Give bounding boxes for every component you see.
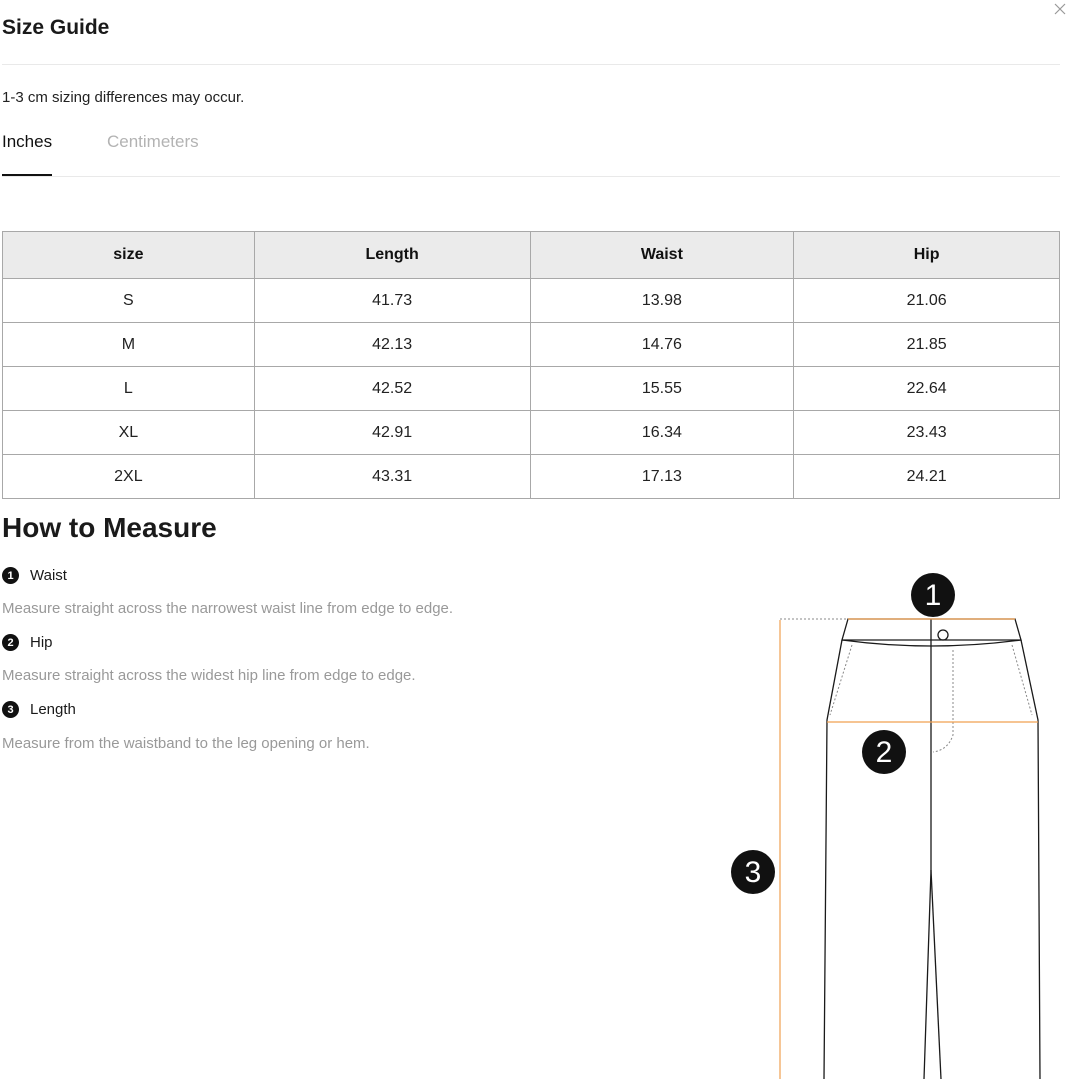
divider: [2, 64, 1060, 65]
unit-tabs: [2, 132, 1060, 177]
measure-label: Waist: [30, 567, 67, 584]
header-hip: Hip: [794, 232, 1060, 279]
number-2-icon: 2: [2, 634, 19, 651]
svg-text:1: 1: [924, 579, 942, 612]
cell-waist: 13.98: [530, 279, 794, 323]
cell-length: 42.52: [254, 367, 530, 411]
measure-item-length: [2, 701, 76, 718]
number-1-icon: 1: [2, 567, 19, 584]
cell-size: XL: [3, 411, 255, 455]
modal-title: Size Guide: [2, 16, 110, 39]
cell-length: 42.91: [254, 411, 530, 455]
table-row: [3, 411, 1060, 455]
cell-waist: 16.34: [530, 411, 794, 455]
cell-hip: 21.06: [794, 279, 1060, 323]
header-length: Length: [254, 232, 530, 279]
measure-label: Hip: [30, 634, 53, 651]
header-waist: Waist: [530, 232, 794, 279]
cell-hip: 21.85: [794, 323, 1060, 367]
table-row: [3, 455, 1060, 499]
cell-waist: 17.13: [530, 455, 794, 499]
close-icon[interactable]: [1051, 0, 1069, 18]
marker-1: [911, 573, 955, 617]
table-header-row: [3, 232, 1060, 279]
size-table: [2, 231, 1060, 499]
how-to-measure-title: How to Measure: [2, 512, 217, 543]
number-3-icon: 3: [2, 701, 19, 718]
tab-inches[interactable]: Inches: [2, 132, 52, 175]
marker-2: [862, 730, 906, 774]
header-size: size: [3, 232, 255, 279]
measure-desc-length: Measure from the waistband to the leg opening or hem.: [2, 735, 370, 752]
sizing-note: 1-3 cm sizing differences may occur.: [2, 89, 245, 106]
cell-hip: 24.21: [794, 455, 1060, 499]
cell-waist: 15.55: [530, 367, 794, 411]
cell-size: 2XL: [3, 455, 255, 499]
table-row: [3, 323, 1060, 367]
cell-size: M: [3, 323, 255, 367]
marker-3: [731, 850, 775, 894]
cell-waist: 14.76: [530, 323, 794, 367]
cell-size: S: [3, 279, 255, 323]
table-row: [3, 367, 1060, 411]
cell-length: 41.73: [254, 279, 530, 323]
measure-desc-hip: Measure straight across the widest hip line from edge to edge.: [2, 667, 416, 684]
tab-centimeters[interactable]: Centimeters: [107, 132, 199, 151]
measure-desc-waist: Measure straight across the narrowest waist line from edge to edge.: [2, 600, 454, 617]
svg-text:3: 3: [744, 856, 762, 889]
svg-text:2: 2: [875, 736, 893, 769]
cell-length: 43.31: [254, 455, 530, 499]
table-row: [3, 279, 1060, 323]
cell-size: L: [3, 367, 255, 411]
cell-length: 42.13: [254, 323, 530, 367]
cell-hip: 22.64: [794, 367, 1060, 411]
measure-label: Length: [30, 701, 76, 718]
pants-diagram: [700, 560, 1070, 1079]
cell-hip: 23.43: [794, 411, 1060, 455]
measure-item-hip: [2, 634, 53, 651]
measure-item-waist: [2, 567, 67, 584]
